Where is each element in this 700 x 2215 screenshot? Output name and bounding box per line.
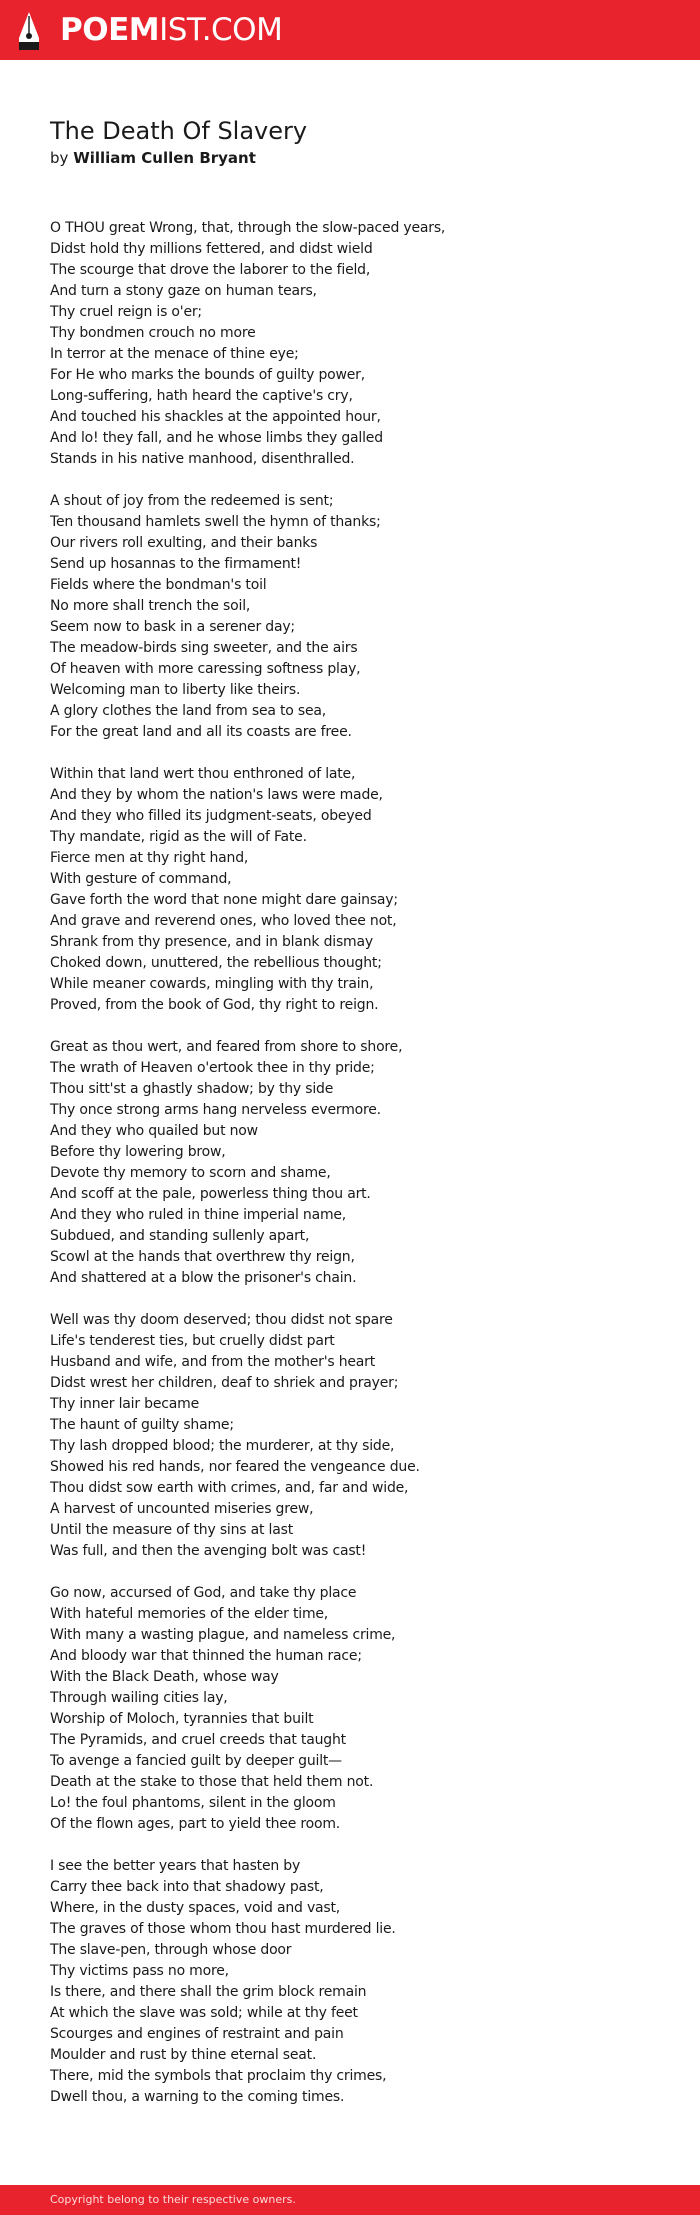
poem-line: No more shall trench the soil, [50,598,251,614]
poem-line: And bloody war that thinned the human race; [50,1648,362,1664]
poem-line: For the great land and all its coasts are free. [50,724,352,740]
poem-line: Husband and wife, and from the mother's heart [50,1354,376,1370]
poem-line: Worship of Moloch, tyrannies that built [50,1711,314,1727]
poem-line: Welcoming man to liberty like theirs. [50,682,301,698]
poem-line: With the Black Death, whose way [50,1669,279,1685]
poem-line: Moulder and rust by thine eternal seat. [50,2047,317,2063]
poem-line: Thou sitt'st a ghastly shadow; by thy side [50,1081,334,1097]
poem-line: And touched his shackles at the appointed hour, [50,409,381,425]
poem-line: Fierce men at thy right hand, [50,850,249,866]
poem-line: Devote thy memory to scorn and shame, [50,1165,331,1181]
poem-line: Within that land wert thou enthroned of late, [50,766,356,782]
poem-line: Thy mandate, rigid as the will of Fate. [50,829,307,845]
poem-line: While meaner cowards, mingling with thy train, [50,976,374,992]
poem-line: A shout of joy from the redeemed is sent; [50,493,334,509]
poem-line: Scourges and engines of restraint and pain [50,2026,344,2042]
poem-line: Of heaven with more caressing softness play, [50,661,361,677]
poem-line: Go now, accursed of God, and take thy place [50,1585,357,1601]
poem-line: Death at the stake to those that held them not. [50,1774,374,1790]
by-label: by [50,149,69,167]
poem-line: I see the better years that hasten by [50,1858,301,1874]
poem-line: To avenge a fancied guilt by deeper guilt— [50,1753,342,1769]
poem-line: Life's tenderest ties, but cruelly didst part [50,1333,335,1349]
poem-line: A glory clothes the land from sea to sea, [50,703,327,719]
poem-line: The wrath of Heaven o'ertook thee in thy pride; [50,1060,375,1076]
poem-line: And they who filled its judgment-seats, obeyed [50,808,372,824]
poem-line: Before thy lowering brow, [50,1144,226,1160]
poem-line: And lo! they fall, and he whose limbs they galled [50,430,383,446]
poem-line: Great as thou wert, and feared from shore to shore, [50,1039,403,1055]
poem-line: The graves of those whom thou hast murdered lie. [50,1921,396,1937]
poem-line: Send up hosannas to the firmament! [50,556,302,572]
poem-author: William Cullen Bryant [73,149,256,167]
poem-line: Thy bondmen crouch no more [50,325,256,341]
poem-line: For He who marks the bounds of guilty power, [50,367,365,383]
logo-bold-text: POEM [60,12,160,48]
poem-line: Subdued, and standing sullenly apart, [50,1228,310,1244]
poem-stanza [50,1583,670,1835]
poem-line: Choked down, unuttered, the rebellious thought; [50,955,382,971]
poem-body [50,218,670,2129]
poem-line: The slave-pen, through whose door [50,1942,292,1958]
poem-line: Scowl at the hands that overthrew thy reign, [50,1249,355,1265]
poem-line: With hateful memories of the elder time, [50,1606,329,1622]
poem-line: Shrank from thy presence, and in blank dismay [50,934,373,950]
poem-line: And scoff at the pale, powerless thing thou art. [50,1186,371,1202]
poem-stanza [50,1856,670,2108]
poem-line: There, mid the symbols that proclaim thy crimes, [50,2068,387,2084]
poem-line: Showed his red hands, nor feared the vengeance due. [50,1459,420,1475]
poem-stanza [50,1037,670,1289]
poem-line: And turn a stony gaze on human tears, [50,283,317,299]
poem-line: Where, in the dusty spaces, void and vast, [50,1900,341,1916]
poem-line: And they who quailed but now [50,1123,258,1139]
poem-line: Thy victims pass no more, [50,1963,229,1979]
poem-line: And grave and reverend ones, who loved thee not, [50,913,397,929]
poem-line: With gesture of command, [50,871,232,887]
poem-line: Seem now to bask in a serener day; [50,619,295,635]
poem-line: Our rivers roll exulting, and their banks [50,535,318,551]
logo-light-text: IST.COM [159,12,283,48]
poem-line: Thy once strong arms hang nerveless evermore. [50,1102,381,1118]
poem-line: Until the measure of thy sins at last [50,1522,293,1538]
poem-byline [50,147,256,169]
poem-line: Well was thy doom deserved; thou didst not spare [50,1312,393,1328]
poem-line: Lo! the foul phantoms, silent in the gloom [50,1795,336,1811]
poem-title: The Death Of Slavery [50,117,308,145]
poem-line: Proved, from the book of God, thy right to reign. [50,997,379,1013]
poem-line: Stands in his native manhood, disenthralled. [50,451,355,467]
poem-line: Didst wrest her children, deaf to shriek and prayer; [50,1375,399,1391]
poem-line: Is there, and there shall the grim block remain [50,1984,367,2000]
site-footer [0,2185,700,2215]
poem-line: Of the flown ages, part to yield thee room. [50,1816,341,1832]
poem-line: Dwell thou, a warning to the coming times. [50,2089,345,2105]
site-header [0,0,700,60]
poem-line: Fields where the bondman's toil [50,577,267,593]
poem-line: The scourge that drove the laborer to the field, [50,262,371,278]
poem-line: In terror at the menace of thine eye; [50,346,299,362]
poem-line: Ten thousand hamlets swell the hymn of thanks; [50,514,381,530]
poem-line: Gave forth the word that none might dare gainsay; [50,892,398,908]
poem-line: The haunt of guilty shame; [50,1417,234,1433]
poem-line: And they by whom the nation's laws were made, [50,787,383,803]
poem-line: With many a wasting plague, and nameless crime, [50,1627,396,1643]
poem-line: At which the slave was sold; while at thy feet [50,2005,358,2021]
poem-line: Carry thee back into that shadowy past, [50,1879,324,1895]
poem-line: And they who ruled in thine imperial name, [50,1207,347,1223]
poem-line: Was full, and then the avenging bolt was cast! [50,1543,367,1559]
poem-line: Thy inner lair became [50,1396,200,1412]
site-logo[interactable] [60,10,282,50]
poem-stanza [50,218,670,470]
poem-line: The meadow-birds sing sweeter, and the airs [50,640,358,656]
poem-stanza [50,764,670,1016]
poem-stanza [50,491,670,743]
poem-line: Thou didst sow earth with crimes, and, far and wide, [50,1480,409,1496]
poem-line: O THOU great Wrong, that, through the slow-paced years, [50,220,446,236]
poem-stanza [50,1310,670,1562]
pen-nib-icon [16,10,42,52]
copyright-notice: Copyright belong to their respective owners. [50,2193,296,2206]
poem-line: The Pyramids, and cruel creeds that taught [50,1732,346,1748]
poem-line: Through wailing cities lay, [50,1690,228,1706]
poem-line: A harvest of uncounted miseries grew, [50,1501,314,1517]
poem-line: Long-suffering, hath heard the captive's cry, [50,388,353,404]
poem-line: Didst hold thy millions fettered, and didst wield [50,241,373,257]
poem-line: Thy cruel reign is o'er; [50,304,202,320]
poem-line: And shattered at a blow the prisoner's chain. [50,1270,357,1286]
poem-line: Thy lash dropped blood; the murderer, at thy side, [50,1438,395,1454]
